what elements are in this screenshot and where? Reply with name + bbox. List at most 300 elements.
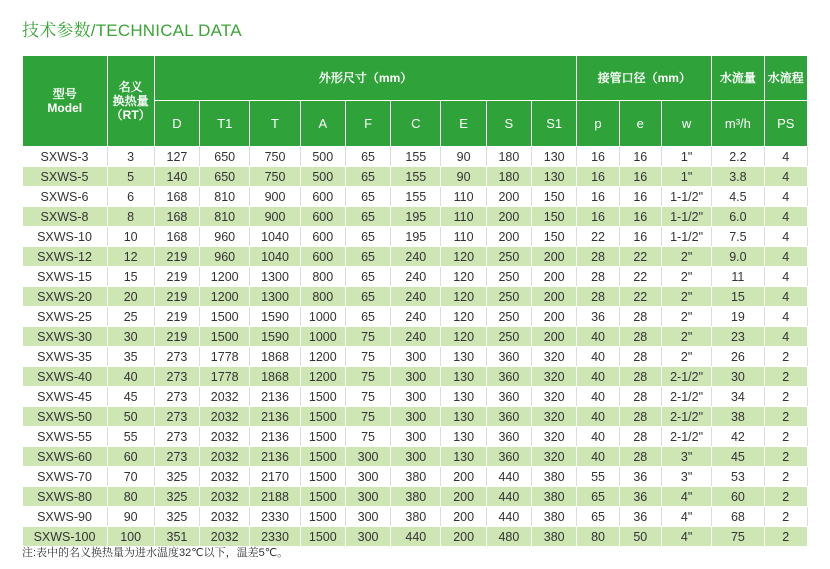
model-cell: SXWS-70 <box>23 467 108 487</box>
table-cell: 300 <box>345 447 390 467</box>
table-cell: 1000 <box>300 327 345 347</box>
table-cell: 500 <box>300 147 345 167</box>
table-cell: 28 <box>619 427 661 447</box>
table-cell: 55 <box>577 467 619 487</box>
table-cell: 200 <box>532 247 577 267</box>
table-cell: 1590 <box>250 327 300 347</box>
table-cell: 2032 <box>200 507 250 527</box>
table-cell: 800 <box>300 267 345 287</box>
table-row <box>23 187 808 207</box>
subheader-cell: E <box>441 101 486 147</box>
table-cell: 65 <box>345 287 390 307</box>
table-row <box>23 447 808 467</box>
table-cell: 65 <box>577 507 619 527</box>
table-cell: 36 <box>619 467 661 487</box>
table-cell: 200 <box>441 527 486 547</box>
table-cell: 130 <box>441 387 486 407</box>
table-cell: 4 <box>764 327 807 347</box>
table-cell: 90 <box>441 167 486 187</box>
table-cell: 11 <box>712 267 764 287</box>
table-cell: 75 <box>345 427 390 447</box>
table-cell: 960 <box>200 227 250 247</box>
table-cell: 40 <box>577 327 619 347</box>
table-cell: 65 <box>345 167 390 187</box>
table-cell: 240 <box>391 307 441 327</box>
table-row <box>23 367 808 387</box>
table-row <box>23 427 808 447</box>
table-row <box>23 387 808 407</box>
table-cell: 25 <box>107 307 154 327</box>
table-cell: 1" <box>661 167 711 187</box>
table-cell: 36 <box>619 507 661 527</box>
model-cell: SXWS-80 <box>23 487 108 507</box>
table-cell: 16 <box>577 147 619 167</box>
table-row <box>23 507 808 527</box>
table-cell: 2032 <box>200 467 250 487</box>
table-cell: 50 <box>107 407 154 427</box>
table-cell: 1040 <box>250 247 300 267</box>
table-cell: 90 <box>107 507 154 527</box>
table-cell: 810 <box>200 187 250 207</box>
table-cell: 34 <box>712 387 764 407</box>
table-cell: 2032 <box>200 447 250 467</box>
table-cell: 1500 <box>300 527 345 547</box>
table-cell: 4 <box>764 187 807 207</box>
table-cell: 200 <box>532 287 577 307</box>
table-cell: 810 <box>200 207 250 227</box>
table-cell: 440 <box>391 527 441 547</box>
table-cell: 65 <box>577 487 619 507</box>
table-cell: 75 <box>345 327 390 347</box>
table-row <box>23 207 808 227</box>
table-cell: 273 <box>154 427 199 447</box>
table-cell: 28 <box>619 327 661 347</box>
table-cell: 65 <box>345 227 390 247</box>
header-model <box>23 56 108 147</box>
table-cell: 2 <box>764 347 807 367</box>
table-cell: 320 <box>532 387 577 407</box>
table-cell: 40 <box>577 407 619 427</box>
table-cell: 273 <box>154 407 199 427</box>
table-cell: 300 <box>345 507 390 527</box>
table-cell: 1-1/2" <box>661 187 711 207</box>
table-cell: 16 <box>577 167 619 187</box>
table-row <box>23 167 808 187</box>
table-cell: 1868 <box>250 347 300 367</box>
table-cell: 1500 <box>300 507 345 527</box>
table-cell: 110 <box>441 207 486 227</box>
table-cell: 380 <box>391 487 441 507</box>
table-cell: 1500 <box>300 407 345 427</box>
table-cell: 1500 <box>300 487 345 507</box>
table-cell: 3.8 <box>712 167 764 187</box>
table-cell: 250 <box>486 247 531 267</box>
table-cell: 80 <box>577 527 619 547</box>
subheader-cell: T1 <box>200 101 250 147</box>
table-row <box>23 267 808 287</box>
table-cell: 960 <box>200 247 250 267</box>
table-cell: 120 <box>441 247 486 267</box>
table-cell: 273 <box>154 347 199 367</box>
header-capacity-line3: （RT） <box>110 108 151 122</box>
table-cell: 8 <box>107 207 154 227</box>
model-cell: SXWS-25 <box>23 307 108 327</box>
table-cell: 40 <box>577 367 619 387</box>
table-cell: 200 <box>486 187 531 207</box>
table-cell: 9.0 <box>712 247 764 267</box>
table-cell: 150 <box>532 227 577 247</box>
footnote: 注:表中的名义换热量为进水温度32℃以下，温差5℃。 <box>22 547 289 559</box>
subheader-cell: F <box>345 101 390 147</box>
table-cell: 1500 <box>200 307 250 327</box>
table-cell: 250 <box>486 267 531 287</box>
table-cell: 19 <box>712 307 764 327</box>
table-cell: 650 <box>200 167 250 187</box>
table-cell: 200 <box>532 307 577 327</box>
table-cell: 219 <box>154 247 199 267</box>
table-cell: 360 <box>486 407 531 427</box>
table-cell: 16 <box>619 147 661 167</box>
table-cell: 5 <box>107 167 154 187</box>
table-cell: 65 <box>345 187 390 207</box>
table-cell: 380 <box>532 487 577 507</box>
table-cell: 16 <box>619 207 661 227</box>
table-cell: 75 <box>345 407 390 427</box>
subheader-cell: S <box>486 101 531 147</box>
table-cell: 75 <box>345 387 390 407</box>
table-cell: 1500 <box>300 447 345 467</box>
table-cell: 50 <box>619 527 661 547</box>
table-cell: 28 <box>619 447 661 467</box>
table-cell: 1-1/2" <box>661 227 711 247</box>
subheader-cell: e <box>619 101 661 147</box>
table-cell: 2 <box>764 527 807 547</box>
table-cell: 130 <box>441 367 486 387</box>
header-water-flow: 水流量 <box>712 56 764 101</box>
table-cell: 4 <box>764 207 807 227</box>
model-cell: SXWS-35 <box>23 347 108 367</box>
table-cell: 240 <box>391 287 441 307</box>
table-cell: 30 <box>712 367 764 387</box>
table-cell: 2 <box>764 467 807 487</box>
table-cell: 1300 <box>250 287 300 307</box>
page-title: 技术参数/TECHNICAL DATA <box>22 21 242 40</box>
table-cell: 22 <box>619 247 661 267</box>
table-cell: 1040 <box>250 227 300 247</box>
table-cell: 380 <box>532 467 577 487</box>
table-cell: 2-1/2" <box>661 387 711 407</box>
table-cell: 200 <box>486 227 531 247</box>
table-cell: 130 <box>441 447 486 467</box>
table-cell: 240 <box>391 267 441 287</box>
subheader-cell: w <box>661 101 711 147</box>
table-cell: 200 <box>441 487 486 507</box>
table-cell: 4" <box>661 487 711 507</box>
table-cell: 1500 <box>200 327 250 347</box>
table-cell: 750 <box>250 147 300 167</box>
table-cell: 130 <box>532 147 577 167</box>
table-cell: 2" <box>661 247 711 267</box>
table-cell: 300 <box>391 367 441 387</box>
table-cell: 1868 <box>250 367 300 387</box>
table-cell: 4" <box>661 507 711 527</box>
subheader-cell: D <box>154 101 199 147</box>
table-cell: 120 <box>441 327 486 347</box>
table-cell: 900 <box>250 207 300 227</box>
table-cell: 325 <box>154 487 199 507</box>
table-cell: 320 <box>532 427 577 447</box>
table-cell: 90 <box>441 147 486 167</box>
table-cell: 65 <box>345 247 390 267</box>
table-cell: 55 <box>107 427 154 447</box>
table-cell: 20 <box>107 287 154 307</box>
model-cell: SXWS-100 <box>23 527 108 547</box>
table-cell: 600 <box>300 187 345 207</box>
table-cell: 40 <box>577 347 619 367</box>
table-cell: 360 <box>486 367 531 387</box>
table-cell: 200 <box>532 327 577 347</box>
table-cell: 16 <box>577 187 619 207</box>
header-capacity-line2: 换热量 <box>112 94 149 108</box>
table-cell: 2136 <box>250 407 300 427</box>
table-cell: 500 <box>300 167 345 187</box>
table-row <box>23 467 808 487</box>
table-cell: 28 <box>577 247 619 267</box>
table-cell: 200 <box>532 267 577 287</box>
table-cell: 150 <box>532 187 577 207</box>
table-cell: 120 <box>441 287 486 307</box>
table-cell: 68 <box>712 507 764 527</box>
table-cell: 155 <box>391 167 441 187</box>
table-cell: 30 <box>107 327 154 347</box>
table-cell: 300 <box>391 447 441 467</box>
table-cell: 168 <box>154 207 199 227</box>
table-cell: 380 <box>391 467 441 487</box>
table-cell: 4.5 <box>712 187 764 207</box>
table-cell: 3" <box>661 467 711 487</box>
technical-data-table <box>22 55 808 547</box>
table-cell: 1500 <box>300 387 345 407</box>
table-cell: 28 <box>619 387 661 407</box>
table-cell: 4 <box>764 167 807 187</box>
table-cell: 155 <box>391 147 441 167</box>
table-cell: 10 <box>107 227 154 247</box>
table-cell: 1500 <box>300 467 345 487</box>
table-cell: 2 <box>764 367 807 387</box>
table-row <box>23 307 808 327</box>
table-cell: 3" <box>661 447 711 467</box>
table-cell: 60 <box>712 487 764 507</box>
table-cell: 45 <box>107 387 154 407</box>
table-cell: 40 <box>577 447 619 467</box>
table-cell: 250 <box>486 327 531 347</box>
table-cell: 36 <box>577 307 619 327</box>
table-cell: 2-1/2" <box>661 367 711 387</box>
table-cell: 28 <box>619 407 661 427</box>
table-cell: 380 <box>532 507 577 527</box>
table-cell: 15 <box>712 287 764 307</box>
table-cell: 300 <box>391 387 441 407</box>
table-cell: 320 <box>532 367 577 387</box>
table-cell: 16 <box>619 227 661 247</box>
table-cell: 1590 <box>250 307 300 327</box>
table-cell: 2 <box>764 427 807 447</box>
table-cell: 360 <box>486 447 531 467</box>
table-cell: 2-1/2" <box>661 427 711 447</box>
table-cell: 2032 <box>200 487 250 507</box>
table-cell: 200 <box>441 467 486 487</box>
table-cell: 240 <box>391 327 441 347</box>
table-cell: 36 <box>619 487 661 507</box>
table-cell: 325 <box>154 507 199 527</box>
table-cell: 155 <box>391 187 441 207</box>
model-cell: SXWS-6 <box>23 187 108 207</box>
table-cell: 380 <box>391 507 441 527</box>
table-cell: 250 <box>486 307 531 327</box>
table-cell: 300 <box>391 347 441 367</box>
table-cell: 2032 <box>200 427 250 447</box>
table-cell: 360 <box>486 427 531 447</box>
subheader-cell: PS <box>764 101 807 147</box>
header-water-passes: 水流程 <box>764 56 807 101</box>
subheader-cell: C <box>391 101 441 147</box>
table-cell: 2" <box>661 347 711 367</box>
table-cell: 2 <box>764 487 807 507</box>
model-cell: SXWS-60 <box>23 447 108 467</box>
table-cell: 2188 <box>250 487 300 507</box>
table-cell: 440 <box>486 507 531 527</box>
table-cell: 2 <box>764 447 807 467</box>
table-cell: 440 <box>486 487 531 507</box>
table-cell: 1200 <box>200 287 250 307</box>
header-capacity <box>107 56 154 147</box>
table-cell: 40 <box>577 427 619 447</box>
table-cell: 200 <box>486 207 531 227</box>
table-cell: 22 <box>619 287 661 307</box>
table-cell: 240 <box>391 247 441 267</box>
table-cell: 273 <box>154 387 199 407</box>
table-cell: 75 <box>345 367 390 387</box>
table-cell: 110 <box>441 227 486 247</box>
table-cell: 168 <box>154 187 199 207</box>
model-cell: SXWS-40 <box>23 367 108 387</box>
table-cell: 22 <box>577 227 619 247</box>
table-cell: 6 <box>107 187 154 207</box>
table-cell: 120 <box>441 267 486 287</box>
table-cell: 219 <box>154 267 199 287</box>
table-cell: 2170 <box>250 467 300 487</box>
table-cell: 1" <box>661 147 711 167</box>
table-cell: 2 <box>764 407 807 427</box>
model-cell: SXWS-10 <box>23 227 108 247</box>
table-cell: 16 <box>619 167 661 187</box>
table-cell: 2032 <box>200 387 250 407</box>
table-cell: 2" <box>661 287 711 307</box>
table-cell: 2330 <box>250 527 300 547</box>
table-cell: 75 <box>345 347 390 367</box>
table-cell: 4 <box>764 307 807 327</box>
header-capacity-line1: 名义 <box>118 80 143 94</box>
table-row <box>23 247 808 267</box>
model-cell: SXWS-90 <box>23 507 108 527</box>
subheader-cell: p <box>577 101 619 147</box>
table-cell: 23 <box>712 327 764 347</box>
table-cell: 1200 <box>300 367 345 387</box>
table-cell: 2.2 <box>712 147 764 167</box>
table-row <box>23 147 808 167</box>
table-cell: 273 <box>154 367 199 387</box>
table-cell: 900 <box>250 187 300 207</box>
model-cell: SXWS-20 <box>23 287 108 307</box>
subheader-cell: m³/h <box>712 101 764 147</box>
table-cell: 16 <box>577 207 619 227</box>
table-cell: 4" <box>661 527 711 547</box>
table-cell: 219 <box>154 327 199 347</box>
subheader-cell: T <box>250 101 300 147</box>
table-cell: 2136 <box>250 427 300 447</box>
table-cell: 2032 <box>200 407 250 427</box>
table-row <box>23 407 808 427</box>
table-cell: 4 <box>764 147 807 167</box>
table-cell: 219 <box>154 307 199 327</box>
table-cell: 300 <box>345 527 390 547</box>
table-cell: 38 <box>712 407 764 427</box>
header-model-en: Model <box>47 101 83 115</box>
table-cell: 1500 <box>300 427 345 447</box>
table-cell: 40 <box>107 367 154 387</box>
table-cell: 65 <box>345 147 390 167</box>
table-cell: 168 <box>154 227 199 247</box>
table-cell: 1200 <box>200 267 250 287</box>
subheader-cell: S1 <box>532 101 577 147</box>
table-cell: 600 <box>300 227 345 247</box>
table-cell: 65 <box>345 267 390 287</box>
table-cell: 12 <box>107 247 154 267</box>
table-cell: 42 <box>712 427 764 447</box>
table-cell: 2136 <box>250 387 300 407</box>
table-row <box>23 287 808 307</box>
table-cell: 4 <box>764 227 807 247</box>
table-cell: 1778 <box>200 347 250 367</box>
model-cell: SXWS-55 <box>23 427 108 447</box>
table-cell: 65 <box>345 307 390 327</box>
table-cell: 1200 <box>300 347 345 367</box>
table-row <box>23 327 808 347</box>
table-cell: 2136 <box>250 447 300 467</box>
table-cell: 300 <box>391 407 441 427</box>
table-body <box>23 147 808 547</box>
table-cell: 4 <box>764 267 807 287</box>
table-cell: 120 <box>441 307 486 327</box>
table-cell: 250 <box>486 287 531 307</box>
header-model-cn: 型号 <box>52 87 77 101</box>
table-cell: 6.0 <box>712 207 764 227</box>
table-row <box>23 487 808 507</box>
model-cell: SXWS-8 <box>23 207 108 227</box>
table-cell: 127 <box>154 147 199 167</box>
table-cell: 28 <box>619 347 661 367</box>
table-cell: 180 <box>486 167 531 187</box>
header-pipe-diameter: 接管口径（mm） <box>577 56 712 101</box>
table-cell: 300 <box>345 467 390 487</box>
table-cell: 2 <box>764 507 807 527</box>
table-cell: 180 <box>486 147 531 167</box>
table-cell: 219 <box>154 287 199 307</box>
table-cell: 16 <box>619 187 661 207</box>
table-cell: 1-1/2" <box>661 207 711 227</box>
table-cell: 28 <box>577 287 619 307</box>
subheader-cell: A <box>300 101 345 147</box>
